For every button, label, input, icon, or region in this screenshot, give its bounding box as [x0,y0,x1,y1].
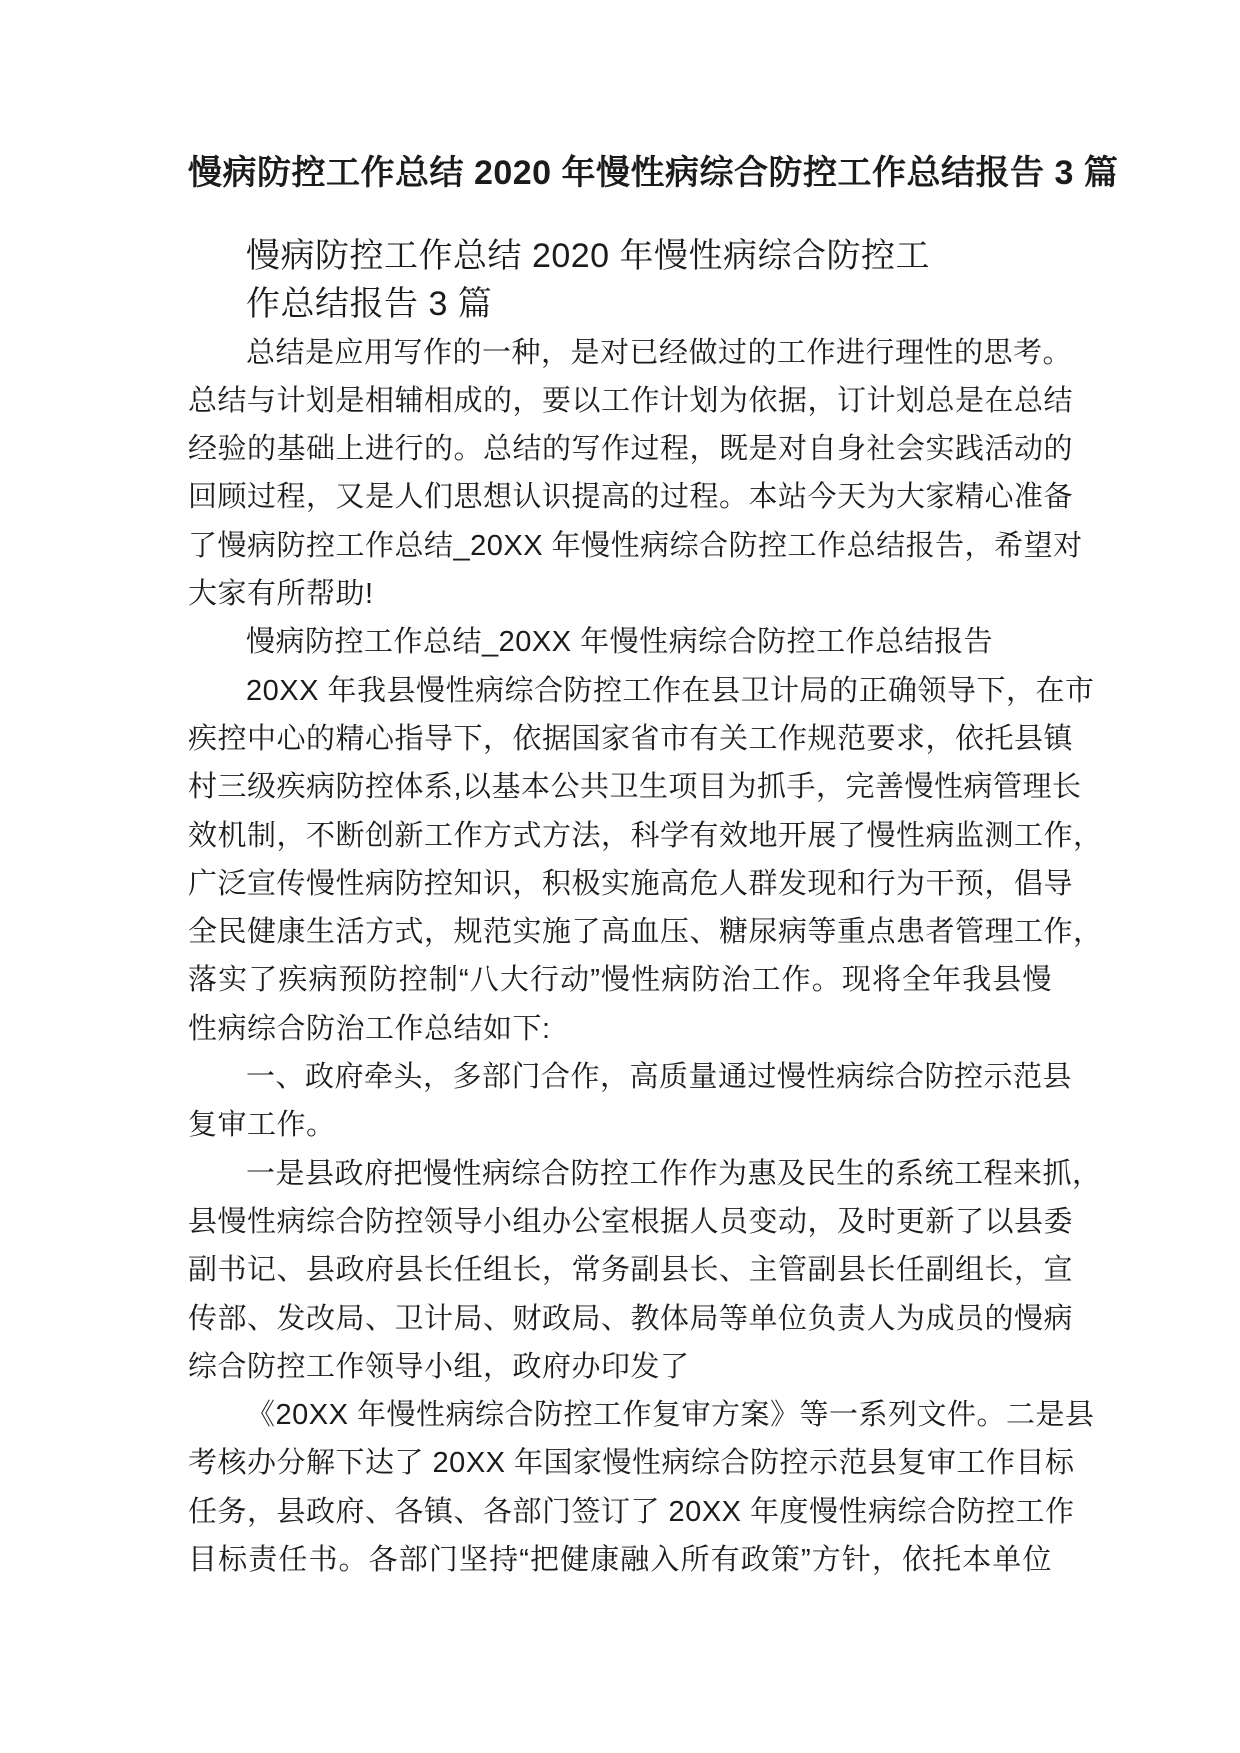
text-line: 了慢病防控工作总结_20XX 年慢性病综合防控工作总结报告，希望对 [188,529,1083,562]
text-line: 回顾过程，又是人们思想认识提高的过程。本站今天为大家精心准备 [188,481,1074,514]
text-line: 大家有所帮助! [188,578,374,611]
text-line: 慢病防控工作总结_20XX 年慢性病综合防控工作总结报告 [246,626,994,659]
text-line: 一、政府牵头，多部门合作，高质量通过慢性病综合防控示范县 [246,1061,1073,1094]
text-line: 总结与计划是相辅相成的，要以工作计划为依据，订计划总是在总结 [188,384,1074,417]
text-line: 效机制，不断创新工作方式方法，科学有效地开展了慢性病监测工作， [188,819,1103,852]
text-line: 经验的基础上进行的。总结的写作过程，既是对自身社会实践活动的 [188,433,1074,466]
text-line: 目标责任书。各部门坚持“把健康融入所有政策”方针，依托本单位 [188,1544,1052,1577]
text-line: 全民健康生活方式，规范实施了高血压、糖尿病等重点患者管理工作， [188,916,1103,949]
text-line: 副书记、县政府县长任组长，常务副县长、主管副县长任副组长，宣 [188,1254,1074,1287]
document-body [188,232,1103,1584]
text-line: 村三级疾病防控体系,以基本公共卫生项目为抓手，完善慢性病管理长 [188,771,1082,804]
text-line: 考核办分解下达了 20XX 年国家慢性病综合防控示范县复审工作目标 [188,1447,1075,1480]
text-line: 县慢性病综合防控领导小组办公室根据人员变动，及时更新了以县委 [188,1205,1074,1238]
text-line: 性病综合防治工作总结如下: [188,1012,551,1045]
text-line: 广泛宣传慢性病防控知识，积极实施高危人群发现和行为干预，倡导 [188,867,1074,900]
text-line: 总结是应用写作的一种，是对已经做过的工作进行理性的思考。 [246,336,1073,369]
text-line: 复审工作。 [188,1109,336,1142]
text-line: 任务，县政府、各镇、各部门签订了 20XX 年度慢性病综合防控工作 [188,1495,1075,1528]
text-line: 传部、发改局、卫计局、财政局、教体局等单位负责人为成员的慢病 [188,1302,1074,1335]
text-line: 综合防控工作领导小组，政府办印发了 [188,1350,690,1383]
text-line: 作总结报告 3 篇 [246,285,493,324]
text-line: 落实了疾病预防控制“八大行动”慢性病防治工作。现将全年我县慢 [188,964,1052,997]
text-line: 《20XX 年慢性病综合防控工作复审方案》等一系列文件。二是县 [246,1399,1095,1432]
text-line: 20XX 年我县慢性病综合防控工作在县卫计局的正确领导下，在市 [246,674,1095,707]
text-line: 疾控中心的精心指导下，依据国家省市有关工作规范要求，依托县镇 [188,722,1074,755]
text-line: 慢病防控工作总结 2020 年慢性病综合防控工 [246,237,931,275]
text-line: 一是县政府把慢性病综合防控工作作为惠及民生的系统工程来抓， [246,1157,1102,1190]
document-title: 慢病防控工作总结 2020 年慢性病综合防控工作总结报告 3 篇 [188,154,1119,192]
